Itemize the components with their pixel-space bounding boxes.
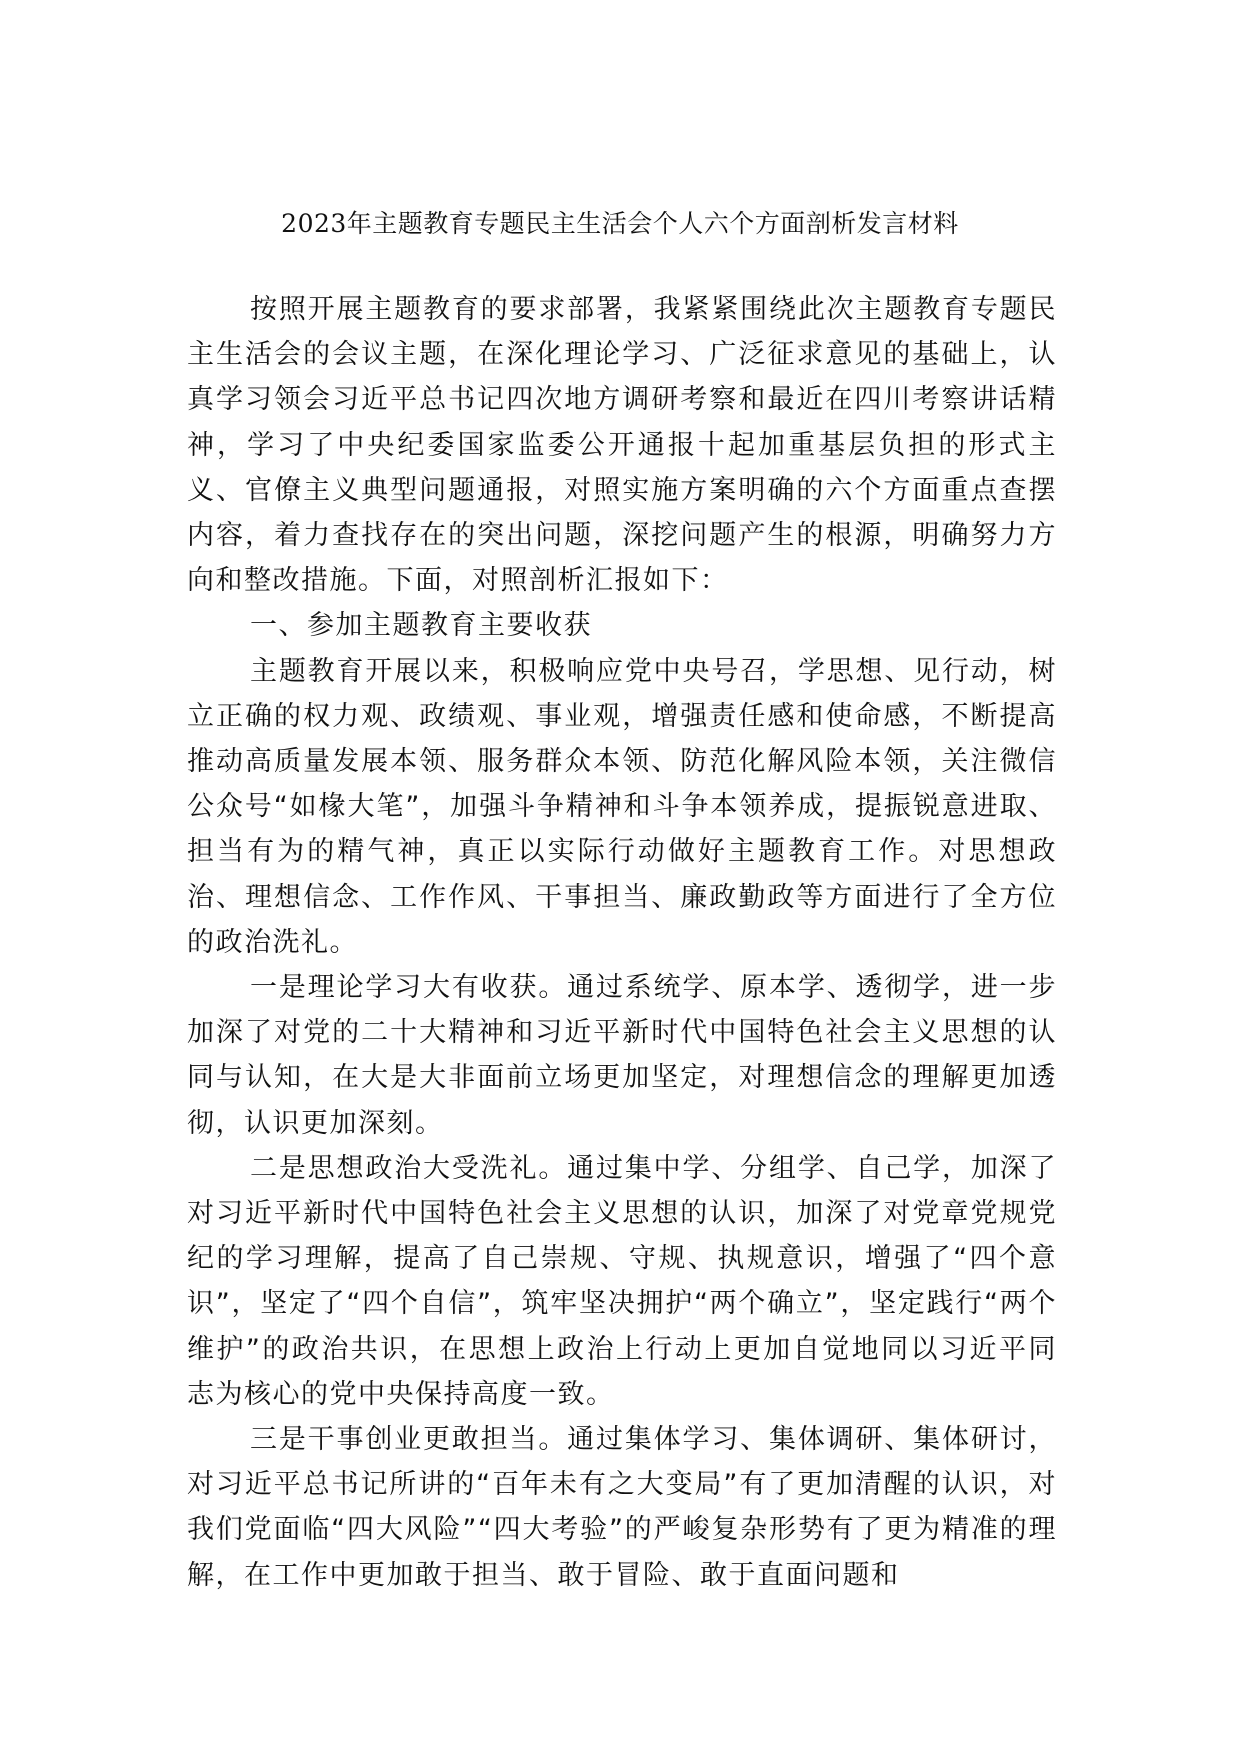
harvest-summary-paragraph: 主题教育开展以来，积极响应党中央号召，学思想、见行动，树立正确的权力观、政绩观、事业观，增强责任感和使命感，不断提高推动高质量发展本领、服务群众本领、防范化解风险本领，关注微信公众号“如椽大笔”，加强斗争精神和斗争本领养成，提振锐意进取、担当有为的精气神，真正以实际行动做好主题教育工作。对思想政治、理想信念、工作作风、干事担当、廉政勤政等方面进行了全方位的政治洗礼。	[187, 655, 1057, 958]
document-title: 2023年主题教育专题民主生活会个人六个方面剖析发言材料	[281, 209, 959, 238]
document-body	[187, 287, 1057, 1598]
theory-study-paragraph: 一是理论学习大有收获。通过系统学、原本学、透彻学，进一步加深了对党的二十大精神和习近平新时代中国特色社会主义思想的认同与认知，在大是大非面前立场更加坚定，对理想信念的理解更加透彻，认识更加深刻。	[187, 972, 1057, 1139]
responsibility-paragraph: 三是干事创业更敢担当。通过集体学习、集体调研、集体研讨，对习近平总书记所讲的“百年未有之大变局”有了更加清醒的认识，对我们党面临“四大风险”“四大考验”的严峻复杂形势有了更为精准的理解，在工作中更加敢于担当、敢于冒险、敢于直面问题和	[187, 1424, 1057, 1591]
section-heading: 一、参加主题教育主要收获	[250, 610, 592, 642]
intro-paragraph: 按照开展主题教育的要求部署，我紧紧围绕此次主题教育专题民主生活会的会议主题，在深化理论学习、广泛征求意见的基础上，认真学习领会习近平总书记四次地方调研考察和最近在四川考察讲话精神，学习了中央纪委国家监委公开通报十起加重基层负担的形式主义、官僚主义典型问题通报，对照实施方案明确的六个方面重点查摆内容，着力查找存在的突出问题，深挖问题产生的根源，明确努力方向和整改措施。下面，对照剖析汇报如下：	[187, 294, 1057, 597]
political-thought-paragraph: 二是思想政治大受洗礼。通过集中学、分组学、自己学，加深了对习近平新时代中国特色社会主义思想的认识，加深了对党章党规党纪的学习理解，提高了自己崇规、守规、执规意识，增强了“四个意识”，坚定了“四个自信”，筑牢坚决拥护“两个确立”，坚定践行“两个维护”的政治共识，在思想上政治上行动上更加自觉地同以习近平同志为核心的党中央保持高度一致。	[187, 1152, 1057, 1410]
